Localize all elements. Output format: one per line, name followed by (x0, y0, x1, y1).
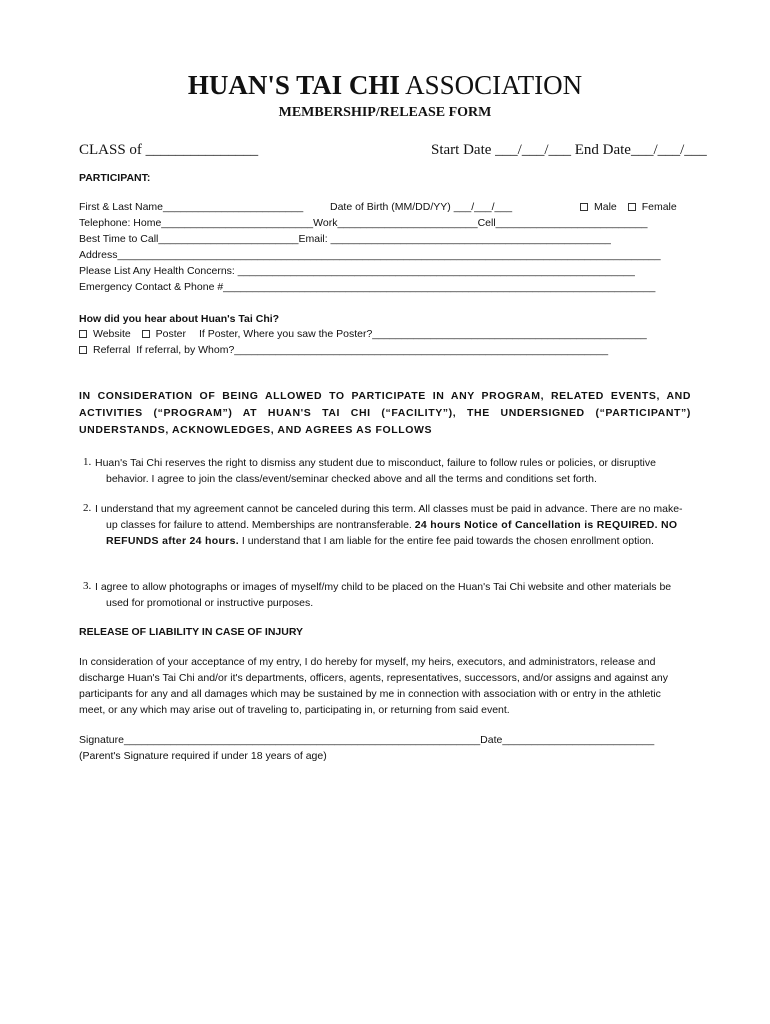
telephone-field[interactable]: Telephone: Home__________________________Work________________________Cell__________________________ (79, 217, 648, 229)
class-field[interactable]: CLASS of _______________ (79, 142, 259, 158)
website-label: Website (93, 328, 131, 340)
item-1-body: Huan's Tai Chi reserves the right to dismiss any student due to misconduct, failure to follow rules or policies, or disruptive behavior. I agree to join the class/event/seminar checked above and all the terms and conditions set forth. (95, 457, 656, 485)
poster-label: Poster (155, 328, 187, 340)
item-2-text (95, 501, 691, 549)
item-2-body (95, 501, 691, 549)
item-3-number: 3. (83, 580, 92, 592)
item-1-text (95, 455, 691, 487)
release-heading: RELEASE OF LIABILITY IN CASE OF INJURY (79, 626, 304, 638)
poster-checkbox[interactable] (142, 330, 150, 338)
health-concerns-field[interactable]: Please List Any Health Concerns: ____________________________________________________________________ (79, 265, 635, 277)
referral-whom-field[interactable]: If referral, by Whom?________________________________________________________________ (136, 344, 609, 356)
title-bold: HUAN'S TAI CHI (187, 70, 400, 100)
item-1-number: 1. (83, 456, 92, 468)
male-checkbox[interactable] (580, 203, 588, 211)
website-checkbox[interactable] (79, 330, 87, 338)
referral-label: Referral (93, 344, 131, 356)
form-subtitle: MEMBERSHIP/RELEASE FORM (278, 105, 492, 120)
item-2-part-b: I understand that I am liable for the entire fee paid towards the chosen enrollment option. (241, 535, 654, 547)
start-end-date-field[interactable]: Start Date ___/___/___ End Date___/___/___ (431, 142, 707, 158)
title-rest: ASSOCIATION (399, 70, 583, 100)
hear-heading: How did you hear about Huan's Tai Chi? (79, 313, 280, 325)
consideration-statement: IN CONSIDERATION OF BEING ALLOWED TO PARTICIPATE IN ANY PROGRAM, RELATED EVENTS, AND ACTIVITIES (“PROGRAM”) AT HUAN'S TAI CHI (“FACILITY”), THE UNDERSIGNED (“PARTICIPANT”) UNDERSTANDS, ACKNOWLEDGES, AND AGREES AS FOLLOWS (79, 390, 691, 436)
address-field[interactable]: Address_____________________________________________________________________________________________ (79, 249, 661, 261)
item-2-part-a: I understand that my agreement cannot be canceled during this term. All classes must be paid in advance. There are no make-up classes for failure to attend. Memberships are nontransferable. (95, 503, 683, 531)
referral-checkbox[interactable] (79, 346, 87, 354)
gender-options (580, 201, 677, 213)
form-title (0, 70, 770, 101)
male-label: Male (594, 201, 617, 213)
parent-signature-note: (Parent's Signature required if under 18 years of age) (79, 750, 327, 762)
hear-row-1 (79, 328, 647, 340)
name-field[interactable]: First & Last Name________________________ (79, 201, 304, 213)
item-2-bold-part: 24 hours Notice of Cancellation is REQUIRED. NO REFUNDS after 24 hours. (106, 519, 678, 547)
best-time-email-field[interactable]: Best Time to Call________________________Email: ________________________________________________ (79, 233, 611, 245)
participant-heading: PARTICIPANT: (79, 172, 151, 184)
poster-where-field[interactable]: If Poster, Where you saw the Poster?_______________________________________________ (198, 328, 647, 340)
hear-row-2 (79, 344, 608, 356)
item-3-body: I agree to allow photographs or images of myself/my child to be placed on the Huan's Tai Chi website and other materials be used for promotional or instructive purposes. (95, 581, 672, 609)
release-text: In consideration of your acceptance of my entry, I do hereby for myself, my heirs, executors, and administrators, release and discharge Huan's Tai Chi and/or it's departments, officers, agents, representatives, successors, and/or assigns and against any participants for any and all damages which may be sustained by me in connection with association with or entry in the athletic meet, or any which may arise out of traveling to, participating in, or returning from said event. (79, 656, 669, 716)
emergency-contact-field[interactable]: Emergency Contact & Phone #__________________________________________________________________________ (79, 281, 656, 293)
female-label: Female (641, 201, 677, 213)
signature-date-field[interactable]: Signature_____________________________________________________________Date__________________________ (79, 734, 655, 746)
item-3-text (95, 579, 691, 611)
female-checkbox[interactable] (628, 203, 636, 211)
item-2-number: 2. (83, 502, 92, 514)
dob-field[interactable]: Date of Birth (MM/DD/YY) ___/___/___ (330, 201, 513, 213)
